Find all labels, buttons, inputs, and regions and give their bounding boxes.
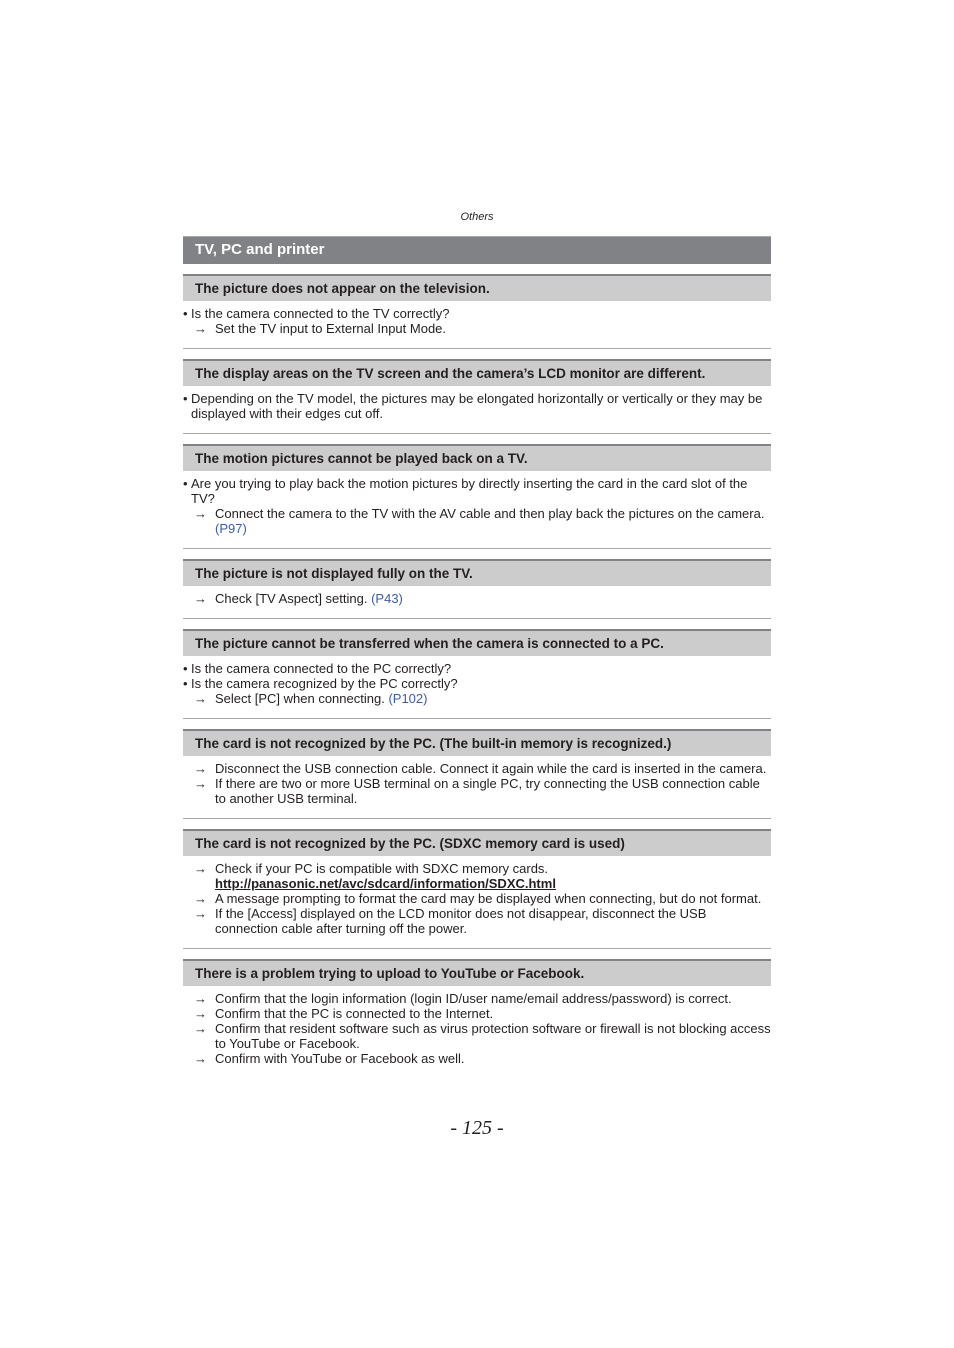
item-text: Check if your PC is compatible with SDXC memory cards. (215, 861, 549, 876)
running-head: Others (460, 211, 494, 223)
item-text: Connect the camera to the TV with the AV cable and then play back the pictures on the camera. (215, 506, 765, 521)
page-reference-link[interactable]: (P43) (371, 591, 403, 606)
arrow-icon: → (194, 1021, 207, 1036)
arrow-icon: → (194, 506, 207, 521)
troubleshooting-topic (183, 729, 771, 819)
topic-heading: The picture cannot be transferred when the camera is connected to a PC. (183, 629, 771, 656)
arrow-item (183, 591, 771, 606)
topic-heading: The motion pictures cannot be played back on a TV. (183, 444, 771, 471)
arrow-icon: → (194, 321, 207, 336)
item-text: Check [TV Aspect] setting. (215, 591, 368, 606)
topic-heading: The card is not recognized by the PC. (SDXC memory card is used) (183, 829, 771, 856)
topic-heading: The display areas on the TV screen and the camera’s LCD monitor are different. (183, 359, 771, 386)
arrow-item (183, 776, 771, 806)
topic-heading: The card is not recognized by the PC. (The built-in memory is recognized.) (183, 729, 771, 756)
topic-answers (183, 656, 771, 719)
item-text: Set the TV input to External Input Mode. (215, 321, 447, 336)
troubleshooting-topic (183, 274, 771, 349)
arrow-icon: → (194, 891, 207, 906)
sdxc-info-link[interactable]: http://panasonic.net/avc/sdcard/information/SDXC.html (215, 876, 556, 891)
arrow-item (183, 1021, 771, 1051)
arrow-item (183, 906, 771, 936)
bullet-item (183, 476, 771, 506)
arrow-item (183, 1006, 771, 1021)
topic-answers (183, 756, 771, 819)
item-text: Are you trying to play back the motion pictures by directly inserting the card in the card slot of the TV? (191, 476, 748, 506)
section-title: TV, PC and printer (183, 236, 771, 264)
troubleshooting-topic (183, 959, 771, 1078)
topic-answers (183, 386, 771, 434)
item-text: Disconnect the USB connection cable. Connect it again while the card is inserted in the camera. (215, 761, 767, 776)
page-reference-link[interactable]: (P97) (215, 521, 247, 536)
arrow-item (183, 761, 771, 776)
troubleshooting-topic (183, 359, 771, 434)
topic-answers (183, 471, 771, 549)
item-text: Confirm that the PC is connected to the Internet. (215, 1006, 494, 1021)
arrow-item (183, 991, 771, 1006)
arrow-item (183, 506, 771, 536)
item-text: Depending on the TV model, the pictures may be elongated horizontally or vertically or they may be displayed with their edges cut off. (191, 391, 763, 421)
page-number: - 125 - (450, 1117, 504, 1139)
item-text: Confirm with YouTube or Facebook as well. (215, 1051, 465, 1066)
arrow-item (183, 861, 771, 891)
topic-heading: The picture does not appear on the television. (183, 274, 771, 301)
item-text: Confirm that resident software such as virus protection software or firewall is not blocking access to YouTube or Facebook. (215, 1021, 771, 1051)
item-text: Select [PC] when connecting. (215, 691, 385, 706)
item-text: If there are two or more USB terminal on a single PC, try connecting the USB connection cable to another USB terminal. (215, 776, 760, 806)
arrow-icon: → (194, 1006, 207, 1021)
arrow-item (183, 1051, 771, 1066)
topic-answers (183, 586, 771, 619)
bullet-item (183, 661, 771, 676)
troubleshooting-topic (183, 559, 771, 619)
topic-answers (183, 301, 771, 349)
topic-heading: The picture is not displayed fully on the TV. (183, 559, 771, 586)
item-text: If the [Access] displayed on the LCD monitor does not disappear, disconnect the USB connection cable after turning off the power. (215, 906, 707, 936)
bullet-item (183, 306, 771, 321)
page-reference-link[interactable]: (P102) (388, 691, 428, 706)
arrow-icon: → (194, 776, 207, 791)
arrow-icon: → (194, 591, 207, 606)
topic-answers (183, 986, 771, 1078)
arrow-icon: → (194, 691, 207, 706)
arrow-item (183, 891, 771, 906)
topic-heading: There is a problem trying to upload to YouTube or Facebook. (183, 959, 771, 986)
bullet-item (183, 676, 771, 691)
arrow-icon: → (194, 761, 207, 776)
arrow-icon: → (194, 1051, 207, 1066)
arrow-icon: → (194, 991, 207, 1006)
item-text: Is the camera recognized by the PC correctly? (191, 676, 458, 691)
troubleshooting-topic (183, 629, 771, 719)
topic-list (183, 274, 771, 1078)
arrow-icon: → (194, 861, 207, 876)
item-text: Confirm that the login information (login ID/user name/email address/password) is correct. (215, 991, 732, 1006)
arrow-item (183, 691, 771, 706)
item-text: Is the camera connected to the PC correctly? (191, 661, 452, 676)
arrow-item (183, 321, 771, 336)
troubleshooting-topic (183, 444, 771, 549)
item-text: Is the camera connected to the TV correctly? (191, 306, 450, 321)
arrow-icon: → (194, 906, 207, 921)
item-text: A message prompting to format the card may be displayed when connecting, but do not format. (215, 891, 762, 906)
bullet-item (183, 391, 771, 421)
page-content (183, 236, 771, 1078)
troubleshooting-topic (183, 829, 771, 949)
topic-answers (183, 856, 771, 949)
